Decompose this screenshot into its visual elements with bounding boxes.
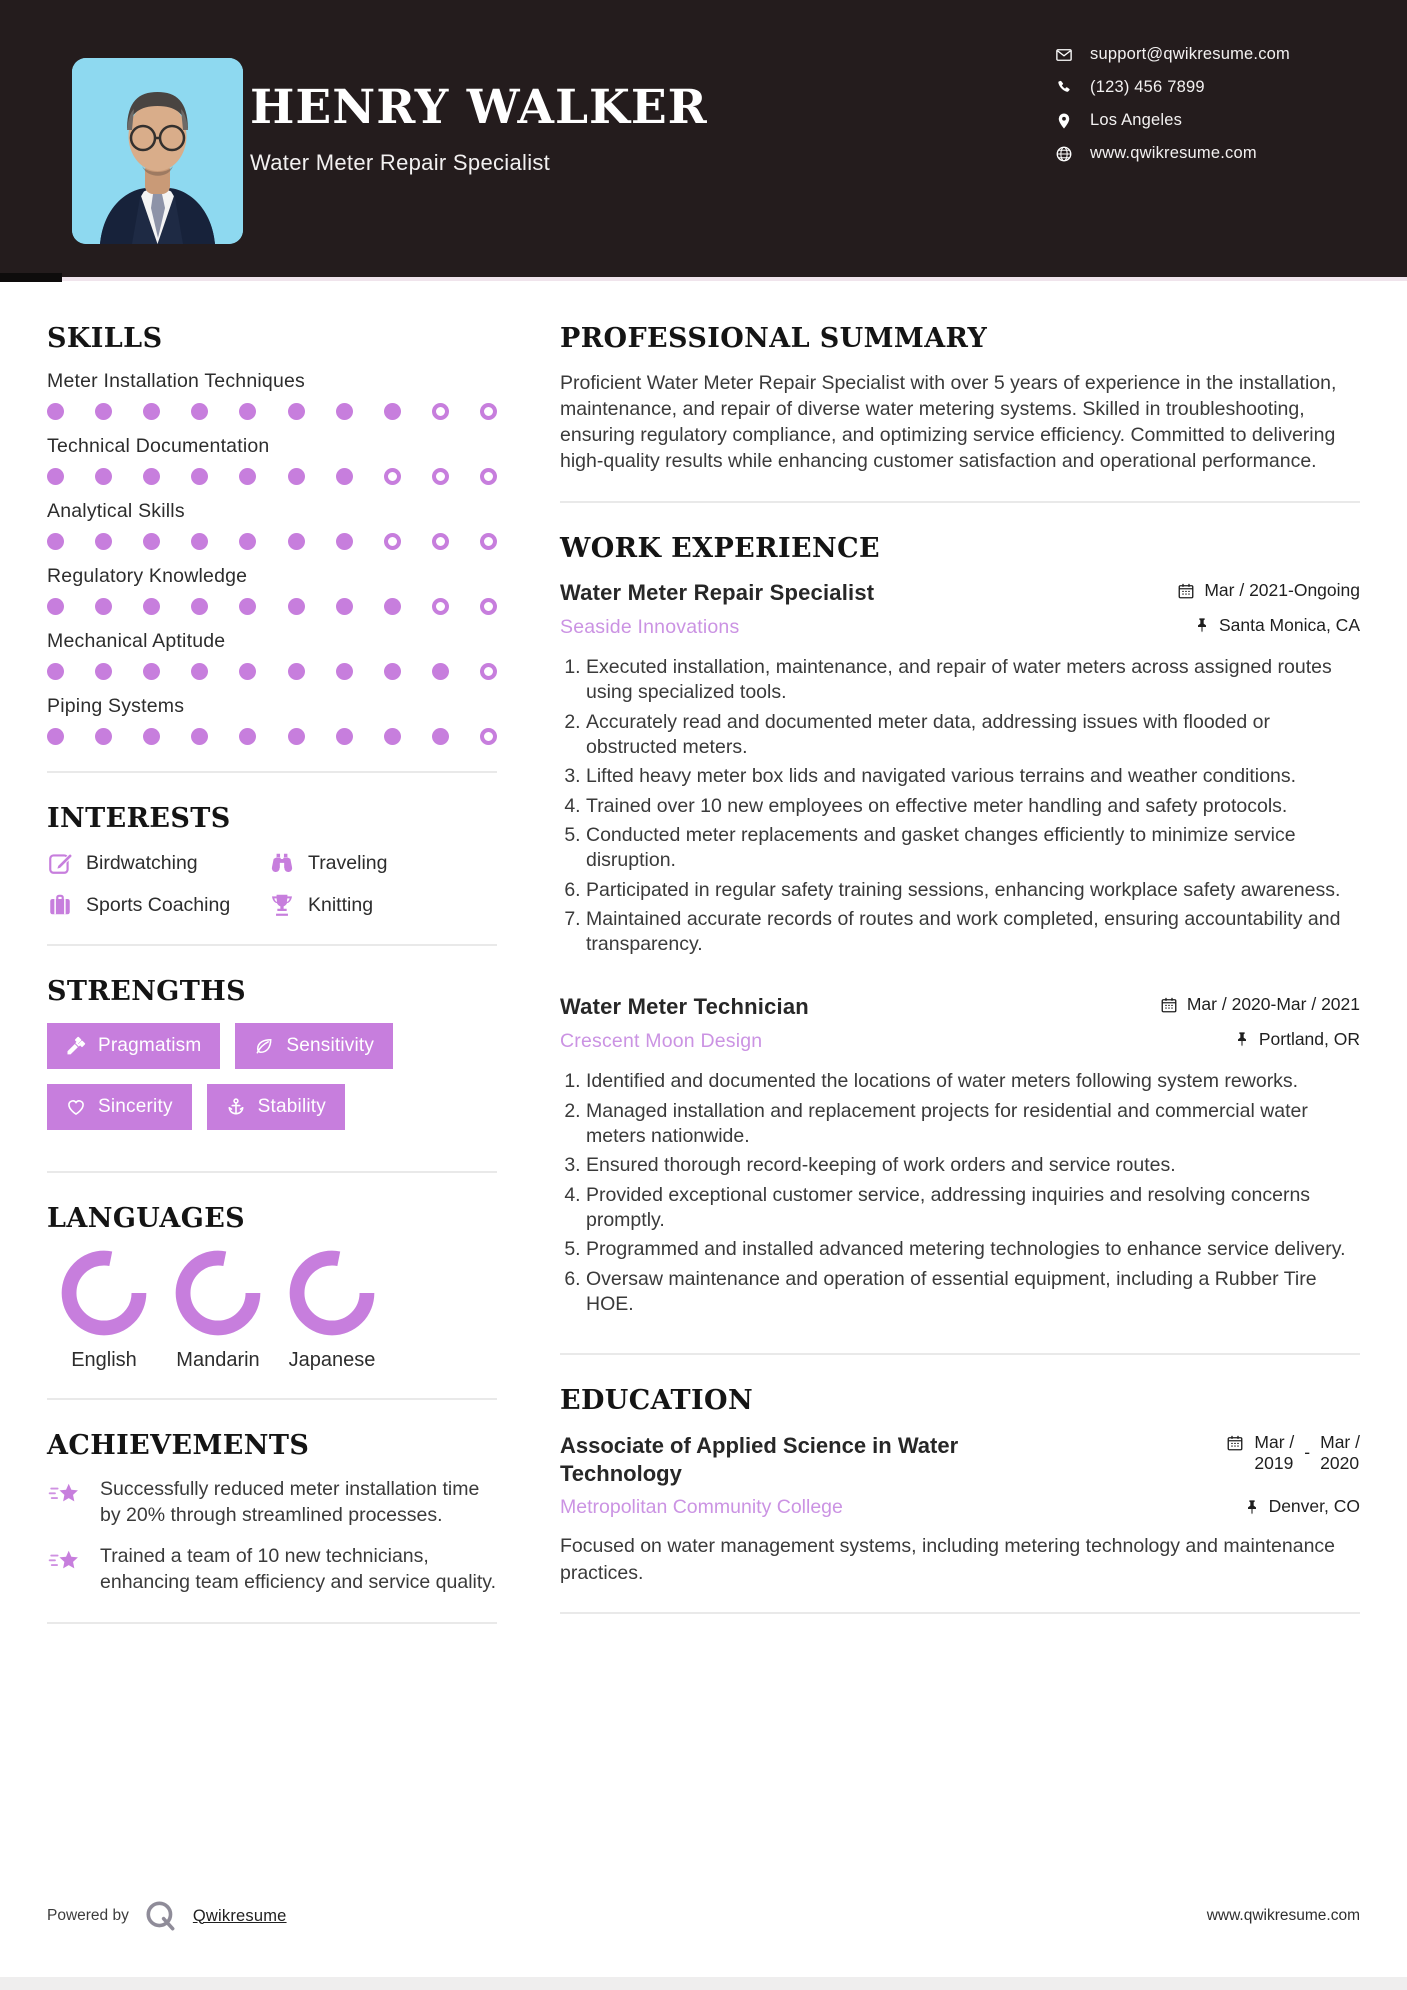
skill-dot-filled — [143, 533, 160, 550]
job-date — [1160, 994, 1360, 1015]
job-title: Water Meter Repair Specialist — [560, 579, 875, 605]
experience-heading: WORK EXPERIENCE — [560, 532, 880, 564]
skill-dot-filled — [288, 598, 305, 615]
achievements-heading: ACHIEVEMENTS — [47, 1430, 310, 1461]
skill-item — [47, 370, 497, 420]
interests-list — [47, 850, 497, 918]
education-degree: Associate of Applied Science in Water Technology — [560, 1433, 959, 1486]
skill-dot-filled — [432, 663, 449, 680]
divider — [47, 1171, 497, 1173]
skill-dot-filled — [95, 663, 112, 680]
education-entry — [560, 1432, 1360, 1519]
skill-dot-empty — [384, 468, 401, 485]
skill-dot-filled — [191, 468, 208, 485]
skill-dot-filled — [95, 403, 112, 420]
skill-dot-filled — [95, 533, 112, 550]
divider — [560, 1612, 1360, 1614]
skill-label: Mechanical Aptitude — [47, 630, 226, 652]
interest-item — [47, 892, 265, 918]
person-job-title: Water Meter Repair Specialist — [250, 150, 551, 175]
shooting-star-icon — [47, 1546, 83, 1582]
skill-dot-filled — [47, 663, 64, 680]
footer-site-url: www.qwikresume.com — [1206, 1907, 1360, 1924]
identity-block — [250, 80, 708, 176]
skill-dot-filled — [143, 468, 160, 485]
powered-by-block — [47, 1898, 287, 1934]
skill-dot-filled — [336, 728, 353, 745]
skills-list — [47, 370, 497, 745]
skill-dot-filled — [191, 598, 208, 615]
qwikresume-link[interactable]: Qwikresume — [192, 1906, 287, 1925]
skill-item — [47, 695, 497, 745]
contact-text[interactable]: support@qwikresume.com — [1090, 45, 1290, 63]
job-bullet: 3. Ensured thorough record-keeping of work orders and service routes. — [586, 1153, 1360, 1178]
achievement-item — [47, 1544, 497, 1595]
interest-label: Knitting — [308, 893, 374, 916]
contact-text: Los Angeles — [1090, 111, 1183, 129]
skill-dot-filled — [47, 728, 64, 745]
job-bullet: 1. Executed installation, maintenance, and repair of water meters across assigned routes using specialized tools. — [586, 655, 1360, 706]
binoculars-icon — [269, 850, 295, 876]
job-location-text: Santa Monica, CA — [1218, 614, 1360, 635]
briefcase-icon — [47, 892, 73, 918]
skill-dots — [47, 403, 497, 420]
jobs-list — [560, 580, 1360, 1318]
skills-heading: SKILLS — [47, 323, 163, 354]
skill-dot-filled — [191, 533, 208, 550]
header-left-tab — [0, 273, 62, 282]
pushpin-icon — [1194, 617, 1210, 633]
skill-item — [47, 500, 497, 550]
language-label: Japanese — [288, 1349, 376, 1371]
skill-dot-filled — [47, 468, 64, 485]
skill-dot-filled — [239, 598, 256, 615]
skill-dot-filled — [336, 598, 353, 615]
skill-dot-filled — [336, 403, 353, 420]
skill-dot-empty — [432, 468, 449, 485]
contact-row — [1055, 45, 1290, 64]
contact-row — [1055, 111, 1290, 130]
job-bullet-list — [560, 655, 1360, 958]
language-progress-arc — [175, 1250, 261, 1336]
divider — [47, 1398, 497, 1400]
skill-dot-filled — [336, 468, 353, 485]
achievement-text: Successfully reduced meter installation time by 20% through streamlined processes. — [100, 1478, 480, 1526]
skill-dot-filled — [95, 468, 112, 485]
divider — [47, 1622, 497, 1624]
contact-text: (123) 456 7899 — [1090, 78, 1205, 96]
interest-label: Birdwatching — [86, 851, 198, 874]
job-date-text: Mar / 2021-Ongoing — [1204, 580, 1360, 600]
skill-dot-empty — [432, 533, 449, 550]
languages-list — [47, 1250, 497, 1372]
divider — [47, 944, 497, 946]
powered-by-label: Powered by — [47, 1907, 129, 1924]
skill-dot-empty — [432, 403, 449, 420]
skill-dot-filled — [384, 728, 401, 745]
skill-dot-empty — [480, 468, 497, 485]
strengths-list — [47, 1023, 497, 1145]
header-underline — [0, 277, 1407, 281]
job-title: Water Meter Technician — [560, 993, 809, 1019]
job-header — [560, 994, 1360, 1054]
skill-dot-filled — [239, 728, 256, 745]
education-heading: EDUCATION — [560, 1385, 754, 1417]
skill-dot-filled — [384, 598, 401, 615]
skill-dot-filled — [239, 663, 256, 680]
education-description: Focused on water management systems, including metering technology and maintenance practices. — [560, 1535, 1336, 1584]
job-location — [1160, 1029, 1360, 1050]
job-location — [1177, 615, 1360, 636]
leaf-icon — [254, 1036, 274, 1056]
interest-item — [269, 850, 497, 876]
trophy-icon — [269, 892, 295, 918]
language-item — [47, 1250, 161, 1372]
interest-label: Traveling — [308, 851, 388, 874]
strength-label: Sincerity — [98, 1096, 173, 1117]
page-bottom-strip — [0, 1977, 1407, 1990]
skill-dot-filled — [143, 663, 160, 680]
calendar-icon — [1177, 582, 1195, 600]
skill-dot-filled — [288, 533, 305, 550]
skill-dot-filled — [384, 663, 401, 680]
skill-dot-filled — [47, 598, 64, 615]
skill-dot-filled — [47, 403, 64, 420]
strength-label: Pragmatism — [98, 1035, 202, 1056]
skill-dots — [47, 468, 497, 485]
interest-item — [269, 892, 497, 918]
calendar-icon — [1226, 1434, 1244, 1452]
globe-icon — [1055, 145, 1073, 163]
job-date — [1177, 580, 1360, 601]
interest-item — [47, 850, 265, 876]
skill-dot-filled — [384, 403, 401, 420]
job-bullet: 3. Lifted heavy meter box lids and navigated various terrains and weather conditions. — [586, 764, 1360, 789]
skill-dot-empty — [480, 533, 497, 550]
heart-icon — [66, 1097, 86, 1117]
skill-dots — [47, 728, 497, 745]
contact-text[interactable]: www.qwikresume.com — [1090, 144, 1257, 162]
skill-dot-filled — [143, 728, 160, 745]
education-date-start: Mar / 2019 — [1254, 1432, 1295, 1474]
job-entry — [560, 994, 1360, 1318]
skill-dot-filled — [239, 403, 256, 420]
shooting-star-icon — [47, 1479, 83, 1515]
header — [0, 0, 1407, 277]
anchor-icon — [226, 1097, 246, 1117]
skill-dot-filled — [239, 468, 256, 485]
person-name: HENRY WALKER — [250, 80, 708, 135]
skill-dot-filled — [288, 403, 305, 420]
job-bullet: 5. Programmed and installed advanced metering technologies to enhance service delivery. — [586, 1237, 1360, 1262]
skill-item — [47, 435, 497, 485]
strength-badge — [235, 1023, 393, 1069]
skill-dot-empty — [480, 663, 497, 680]
skill-dot-filled — [239, 533, 256, 550]
skill-label: Regulatory Knowledge — [47, 565, 248, 587]
job-bullet: 6. Oversaw maintenance and operation of essential equipment, including a Rubber Tire HOE. — [586, 1267, 1360, 1318]
job-date-text: Mar / 2020-Mar / 2021 — [1186, 994, 1360, 1015]
contact-list — [1055, 45, 1290, 177]
strength-badge — [47, 1084, 192, 1130]
skill-dots — [47, 598, 497, 615]
summary-heading: PROFESSIONAL SUMMARY — [560, 323, 988, 354]
right-column — [560, 323, 1360, 1654]
skill-dot-filled — [191, 663, 208, 680]
footer — [47, 1898, 1360, 1934]
education-location: Denver, CO — [1226, 1496, 1360, 1517]
divider — [560, 501, 1360, 503]
job-bullet: 6. Participated in regular safety training sessions, enhancing workplace safety awareness. — [586, 878, 1360, 903]
language-item — [161, 1250, 275, 1372]
job-company: Seaside Innovations — [560, 616, 740, 638]
skill-label: Piping Systems — [47, 695, 185, 717]
skill-dots — [47, 663, 497, 680]
education-school: Metropolitan Community College — [560, 1496, 843, 1519]
skill-dot-filled — [288, 663, 305, 680]
skill-item — [47, 565, 497, 615]
skill-dot-filled — [95, 598, 112, 615]
skill-dot-filled — [191, 728, 208, 745]
strength-badge — [47, 1023, 220, 1069]
skill-dot-filled — [143, 598, 160, 615]
education-date-separator: - — [1304, 1442, 1311, 1463]
language-progress-arc — [61, 1250, 147, 1336]
interest-label: Sports Coaching — [86, 893, 231, 916]
skill-label: Technical Documentation — [47, 435, 270, 457]
divider — [560, 1353, 1360, 1355]
skill-dot-filled — [288, 468, 305, 485]
job-entry — [560, 580, 1360, 958]
job-bullet: 1. Identified and documented the locations of water meters following system reworks. — [586, 1069, 1360, 1094]
skill-dot-filled — [191, 403, 208, 420]
language-progress-arc — [289, 1250, 375, 1336]
profile-photo — [72, 58, 243, 244]
job-bullet: 4. Trained over 10 new employees on effective meter handling and safety protocols. — [586, 794, 1360, 819]
job-bullet-list — [560, 1069, 1360, 1317]
calendar-icon — [1160, 996, 1178, 1014]
interests-heading: INTERESTS — [47, 803, 231, 834]
language-label: Mandarin — [176, 1349, 260, 1371]
skill-label: Meter Installation Techniques — [47, 370, 306, 392]
qwikresume-logo-icon — [143, 1898, 179, 1934]
skill-label: Analytical Skills — [47, 500, 185, 522]
skill-dot-filled — [432, 728, 449, 745]
skill-dot-empty — [480, 728, 497, 745]
strength-label: Stability — [257, 1096, 326, 1117]
contact-row — [1055, 144, 1290, 163]
phone-icon — [1055, 79, 1073, 97]
language-label: English — [71, 1349, 137, 1371]
achievement-item — [47, 1477, 497, 1528]
job-bullet: 7. Maintained accurate records of routes and work completed, ensuring accountability and transparency. — [586, 907, 1360, 958]
strengths-heading: STRENGTHS — [47, 976, 247, 1007]
skill-dot-empty — [480, 403, 497, 420]
left-column — [47, 323, 497, 1654]
job-header — [560, 580, 1360, 640]
skill-dot-empty — [480, 598, 497, 615]
job-location-text: Portland, OR — [1258, 1028, 1360, 1049]
divider — [47, 771, 497, 773]
achievement-text: Trained a team of 10 new technicians, enhancing team efficiency and service quality. — [100, 1545, 497, 1594]
summary-text: Proficient Water Meter Repair Specialist with over 5 years of experience in the installation, maintenance, and repair of diverse water metering systems. Skilled in troubleshooting, ensuring regulatory compliance, and optimizing service efficiency. Committed to delivering high-quality results while enhancing customer satisfaction and operational performance. — [560, 372, 1337, 473]
skill-item — [47, 630, 497, 680]
envelope-icon — [1055, 46, 1073, 64]
skill-dot-filled — [336, 533, 353, 550]
skill-dots — [47, 533, 497, 550]
job-bullet: 4. Provided exceptional customer service, addressing inquiries and resolving concerns promptly. — [586, 1183, 1360, 1234]
skill-dot-filled — [336, 663, 353, 680]
education-date — [1226, 1432, 1360, 1474]
pushpin-icon — [1234, 1031, 1250, 1047]
job-company: Crescent Moon Design — [560, 1030, 763, 1053]
profile-photo-illustration — [72, 58, 243, 244]
strength-badge — [207, 1084, 345, 1130]
language-item — [275, 1250, 389, 1372]
skill-dot-empty — [432, 598, 449, 615]
contact-row — [1055, 78, 1290, 97]
languages-heading: LANGUAGES — [47, 1203, 246, 1234]
skill-dot-filled — [288, 728, 305, 745]
job-bullet: 2. Accurately read and documented meter data, addressing issues with flooded or obstructed meters. — [586, 710, 1360, 761]
job-bullet: 2. Managed installation and replacement projects for residential and commercial water meters nationwide. — [586, 1099, 1360, 1150]
main-content — [0, 277, 1407, 1654]
strength-label: Sensitivity — [286, 1035, 375, 1056]
education-date-end: Mar / 2020 — [1320, 1432, 1360, 1474]
achievements-list — [47, 1477, 497, 1596]
job-bullet: 5. Conducted meter replacements and gasket changes efficiently to minimize service disruption. — [586, 823, 1360, 874]
skill-dot-filled — [95, 728, 112, 745]
skill-dot-empty — [384, 533, 401, 550]
pushpin-icon — [1244, 1499, 1260, 1515]
edit-icon — [47, 850, 73, 876]
gavel-icon — [66, 1036, 86, 1056]
skill-dot-filled — [143, 403, 160, 420]
skill-dot-filled — [47, 533, 64, 550]
location-pin-icon — [1055, 112, 1073, 130]
